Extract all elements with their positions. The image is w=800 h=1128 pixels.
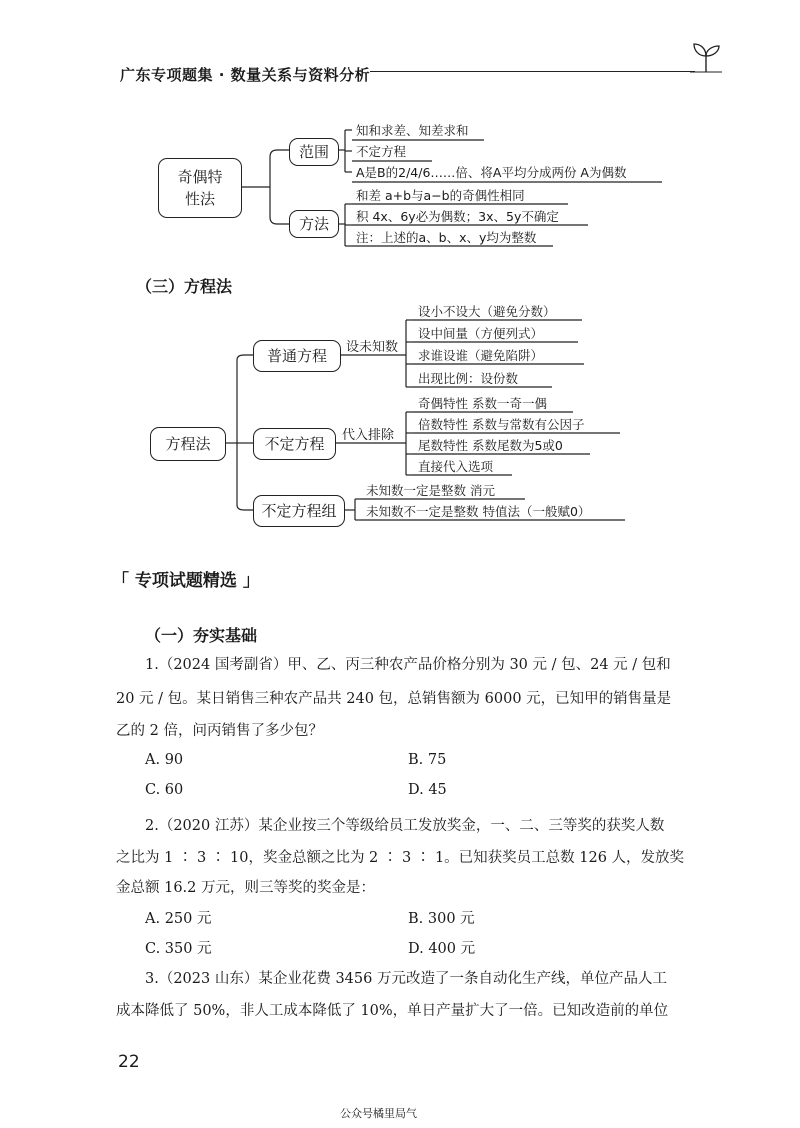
q1-line-1: 1.（2024 国考副省）甲、乙、丙三种农产品价格分别为 30 元 / 包、24 元 / 包和 [145, 657, 671, 673]
indefinite-equation-box [253, 428, 336, 460]
system-item-2: 未知数不一定是整数 特值法（一般赋0） [366, 504, 591, 519]
ordinary-item-3: 求谁设谁（避免陷阱） [418, 348, 544, 363]
running-header: 广东专项题集 · 数量关系与资料分析 [120, 66, 371, 84]
range-item-1: 知和求差、知差求和 [356, 123, 469, 138]
indefinite-item-3: 尾数特性 系数尾数为5或0 [418, 438, 563, 453]
q2-line-2: 之比为 1 ∶ 3 ∶ 10，奖金总额之比为 2 ∶ 3 ∶ 1。已知获奖员工总数 126 人，发放奖 [116, 850, 685, 866]
page-number: 22 [118, 1052, 140, 1072]
ordinary-equation-box [253, 340, 341, 372]
method-branch-box [289, 210, 339, 238]
q1-line-3: 乙的 2 倍，问丙销售了多少包？ [116, 723, 323, 739]
indefinite-item-1: 奇偶特性 系数一奇一偶 [418, 396, 547, 411]
q2-line-3: 金总额 16.2 万元，则三等奖的奖金是： [116, 880, 376, 896]
sprout-icon [688, 40, 724, 74]
connector-set-unknown: 设未知数 [346, 340, 399, 355]
q1-option-b: B. 75 [408, 752, 447, 768]
section-title-equation: （三）方程法 [136, 277, 233, 296]
ordinary-equation-label: 普通方程 [266, 347, 327, 365]
q1-option-d: D. 45 [408, 782, 447, 798]
equation-root-box [150, 427, 226, 461]
range-item-2: 不定方程 [356, 144, 407, 159]
odd-even-root-box [158, 158, 242, 218]
method-item-3: 注：上述的a、b、x、y均为整数 [356, 230, 537, 245]
q1-option-a: A. 90 [145, 752, 184, 768]
range-item-3: A是B的2/4/6……倍、将A平均分成两份 A为偶数 [356, 165, 627, 180]
q3-line-1: 3.（2023 山东）某企业花费 3456 万元改造了一条自动化生产线，单位产品人工 [145, 971, 667, 987]
range-branch-box [289, 138, 339, 166]
header-rule [370, 71, 695, 72]
footer-watermark: 公众号橘里局气 [340, 1107, 417, 1120]
selection-title: 「 专项试题精选 」 [112, 571, 260, 591]
indefinite-system-box [253, 495, 345, 527]
q2-option-b: B. 300 元 [408, 911, 475, 927]
q1-line-2: 20 元 / 包。某日销售三种农产品共 240 包，总销售额为 6000 元，已知甲的销售量是 [116, 691, 672, 707]
ordinary-item-4: 出现比例：设份数 [418, 371, 519, 386]
indefinite-item-2: 倍数特性 系数与常数有公因子 [418, 417, 585, 432]
method-item-1: 和差 a+b与a−b的奇偶性相同 [356, 188, 525, 203]
system-item-1: 未知数一定是整数 消元 [366, 483, 495, 498]
subsection-title: （一）夯实基础 [145, 626, 258, 645]
q2-option-c: C. 350 元 [145, 941, 212, 957]
q2-line-1: 2.（2020 江苏）某企业按三个等级给员工发放奖金，一、二、三等奖的获奖人数 [145, 818, 665, 834]
connector-substitute: 代入排除 [342, 428, 395, 443]
odd-even-root-label: 奇偶特性法 [177, 168, 223, 208]
method-branch-label: 方法 [298, 215, 329, 233]
q2-option-d: D. 400 元 [408, 941, 476, 957]
q1-option-c: C. 60 [145, 782, 184, 798]
indefinite-equation-label: 不定方程 [264, 435, 325, 453]
q3-line-2: 成本降低了 50%，非人工成本降低了 10%，单日产量扩大了一倍。已知改造前的单位 [116, 1003, 669, 1019]
method-item-2: 积 4x、6y必为偶数；3x、5y不确定 [356, 209, 559, 224]
equation-root-label: 方程法 [165, 435, 211, 453]
ordinary-item-1: 设小不设大（避免分数） [418, 304, 556, 319]
indefinite-item-4: 直接代入选项 [418, 459, 494, 474]
indefinite-system-label: 不定方程组 [261, 502, 337, 520]
ordinary-item-2: 设中间量（方便列式） [418, 326, 544, 341]
range-branch-label: 范围 [298, 143, 329, 161]
q2-option-a: A. 250 元 [145, 911, 212, 927]
